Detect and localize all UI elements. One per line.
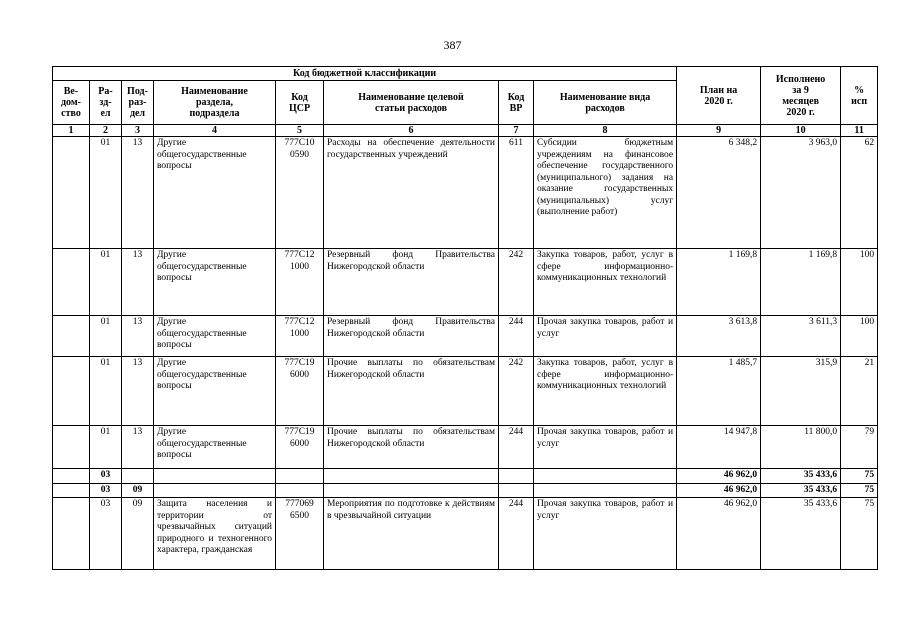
col-number: 9 [677,125,761,137]
pct-cell: 75 [841,498,878,570]
csr-cell: 777С19 6000 [276,357,324,426]
csr-cell: 777069 6500 [276,498,324,570]
razdel-cell: 01 [90,426,122,469]
podrazdel-cell: 13 [122,426,154,469]
pct-cell: 100 [841,316,878,357]
col-number: 2 [90,125,122,137]
vedomstvo-cell [53,483,90,498]
col-number: 4 [154,125,276,137]
col-header-done: Исполнено за 9 месяцев 2020 г. [761,67,841,125]
target-name-cell: Резервный фонд Правительства Нижегородской области [324,316,499,357]
plan-cell: 1 485,7 [677,357,761,426]
done-cell: 3 963,0 [761,137,841,249]
vid-name-cell: Субсидии бюджетным учреждениям на финансовое обеспечение государственного (муниципального) задания на оказание государственных (муниципальных) услуг (выполнение работ) [534,137,677,249]
podrazdel-cell: 13 [122,249,154,316]
col-number: 5 [276,125,324,137]
col-header-vedomstvo: Ве- дом- ство [53,81,90,125]
plan-cell: 3 613,8 [677,316,761,357]
pct-cell: 62 [841,137,878,249]
section-name-cell: Другие общегосударственные вопросы [154,426,276,469]
header-group-label: Код бюджетной классификации [53,67,677,81]
plan-cell: 6 348,2 [677,137,761,249]
section-name-cell [154,483,276,498]
plan-cell: 1 169,8 [677,249,761,316]
vedomstvo-cell [53,357,90,426]
vedomstvo-cell [53,469,90,484]
col-header-razdel: Ра- зд- ел [90,81,122,125]
razdel-cell: 03 [90,483,122,498]
done-cell: 35 433,6 [761,498,841,570]
total-row [53,469,878,484]
pct-cell: 75 [841,483,878,498]
table-row [53,316,878,357]
table-row [53,426,878,469]
csr-cell: 777С12 1000 [276,249,324,316]
vr-cell: 242 [499,249,534,316]
razdel-cell: 03 [90,469,122,484]
vedomstvo-cell [53,137,90,249]
vid-name-cell: Закупка товаров, работ, услуг в сфере информационно-коммуникационных технологий [534,249,677,316]
col-header-csr: Код ЦСР [276,81,324,125]
col-header-target-name: Наименование целевой статьи расходов [324,81,499,125]
csr-cell [276,469,324,484]
vid-name-cell [534,469,677,484]
col-number: 7 [499,125,534,137]
table-row [53,249,878,316]
vr-cell: 611 [499,137,534,249]
target-name-cell: Прочие выплаты по обязательствам Нижегородской области [324,357,499,426]
csr-cell [276,483,324,498]
pct-cell: 79 [841,426,878,469]
col-header-podrazdel: Под- раз- дел [122,81,154,125]
target-name-cell [324,483,499,498]
vedomstvo-cell [53,316,90,357]
done-cell: 35 433,6 [761,483,841,498]
col-header-plan: План на 2020 г. [677,67,761,125]
page-number: 387 [443,38,462,52]
razdel-cell: 01 [90,137,122,249]
vr-cell [499,483,534,498]
done-cell: 1 169,8 [761,249,841,316]
table-row [53,357,878,426]
pct-cell: 75 [841,469,878,484]
razdel-cell: 03 [90,498,122,570]
vr-cell: 244 [499,316,534,357]
section-name-cell: Другие общегосударственные вопросы [154,249,276,316]
razdel-cell: 01 [90,316,122,357]
razdel-cell: 01 [90,249,122,316]
pct-cell: 21 [841,357,878,426]
podrazdel-cell: 13 [122,316,154,357]
vedomstvo-cell [53,426,90,469]
col-number: 6 [324,125,499,137]
target-name-cell: Резервный фонд Правительства Нижегородской области [324,249,499,316]
vr-cell: 244 [499,498,534,570]
target-name-cell: Расходы на обеспечение деятельности государственных учреждений [324,137,499,249]
podrazdel-cell: 13 [122,137,154,249]
col-number: 3 [122,125,154,137]
col-header-pct: % исп [841,67,878,125]
target-name-cell: Прочие выплаты по обязательствам Нижегородской области [324,426,499,469]
col-header-section-name: Наименование раздела, подраздела [154,81,276,125]
col-header-vid-name: Наименование вида расходов [534,81,677,125]
vedomstvo-cell [53,249,90,316]
target-name-cell [324,469,499,484]
csr-cell: 777С19 6000 [276,426,324,469]
vid-name-cell: Прочая закупка товаров, работ и услуг [534,426,677,469]
target-name-cell: Мероприятия по подготовке к действиям в чрезвычайной ситуации [324,498,499,570]
done-cell: 315,9 [761,357,841,426]
done-cell: 11 800,0 [761,426,841,469]
col-number: 11 [841,125,878,137]
table-row [53,137,878,249]
podrazdel-cell [122,469,154,484]
csr-cell: 777С10 0590 [276,137,324,249]
vid-name-cell: Закупка товаров, работ, услуг в сфере информационно-коммуникационных технологий [534,357,677,426]
vr-cell: 244 [499,426,534,469]
plan-cell: 14 947,8 [677,426,761,469]
podrazdel-cell: 09 [122,483,154,498]
col-number: 1 [53,125,90,137]
section-name-cell: Защита населения и территории от чрезвычайных ситуаций природного и техногенного характера, гражданская [154,498,276,570]
section-name-cell [154,469,276,484]
done-cell: 3 611,3 [761,316,841,357]
vedomstvo-cell [53,498,90,570]
plan-cell: 46 962,0 [677,469,761,484]
csr-cell: 777С12 1000 [276,316,324,357]
col-number: 10 [761,125,841,137]
section-name-cell: Другие общегосударственные вопросы [154,316,276,357]
done-cell: 35 433,6 [761,469,841,484]
pct-cell: 100 [841,249,878,316]
podrazdel-cell: 13 [122,357,154,426]
budget-table [52,66,878,570]
podrazdel-cell: 09 [122,498,154,570]
vid-name-cell [534,483,677,498]
total-row [53,483,878,498]
vid-name-cell: Прочая закупка товаров, работ и услуг [534,316,677,357]
col-number: 8 [534,125,677,137]
table-row [53,498,878,570]
plan-cell: 46 962,0 [677,483,761,498]
section-name-cell: Другие общегосударственные вопросы [154,137,276,249]
vr-cell: 242 [499,357,534,426]
section-name-cell: Другие общегосударственные вопросы [154,357,276,426]
plan-cell: 46 962,0 [677,498,761,570]
razdel-cell: 01 [90,357,122,426]
vid-name-cell: Прочая закупка товаров, работ и услуг [534,498,677,570]
vr-cell [499,469,534,484]
col-header-vr: Код ВР [499,81,534,125]
